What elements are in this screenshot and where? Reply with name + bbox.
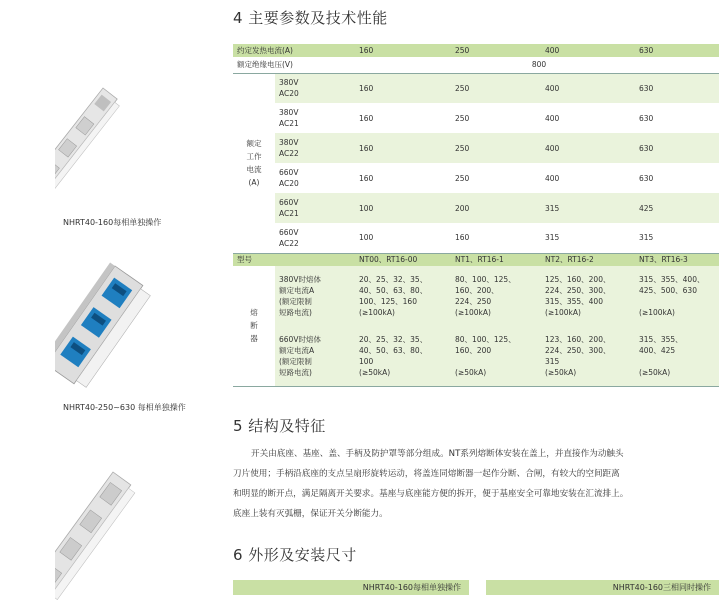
product-image-2 (55, 262, 175, 392)
current-row-4 (233, 163, 719, 193)
current-row-3-value-3: 400 (545, 143, 560, 153)
model-value-4: NT3、RT16-3 (639, 255, 688, 265)
current-row-4-value-1: 160 (359, 173, 374, 183)
voltage-label: 额定绝缘电压(V) (237, 60, 293, 70)
current-row-3-label: 380V AC22 (279, 138, 299, 158)
current-row-5-value-2: 200 (455, 203, 470, 213)
header-value-1: 160 (359, 46, 374, 55)
section-5-paragraph (233, 444, 719, 524)
current-row-6-value-4: 315 (639, 233, 654, 243)
fuse-block-2 (233, 326, 719, 386)
product-image-3 (55, 468, 170, 602)
current-row-1-value-2: 250 (451, 73, 541, 103)
model-label: 型号 (237, 255, 252, 265)
fuse-group-label: 熔 断 器 (233, 266, 275, 386)
current-row-2 (233, 103, 719, 133)
paragraph-line-4: 底座上装有灭弧栅，保证开关分断能力。 (233, 509, 388, 519)
fuse-block-1-label: 380V时熔体 额定电流A (额定限制 短路电流) (279, 275, 321, 317)
product-caption-1: NHRT40-160每相单独操作 (63, 218, 162, 227)
current-row-1-value-1: 160 (355, 73, 451, 103)
model-value-1: NT00、RT16-00 (359, 255, 418, 265)
model-value-2: NT1、RT16-1 (455, 255, 504, 265)
fuse-block-1-col-4: 315、355、400、 425、500、630 (≥100kA) (639, 275, 705, 317)
current-row-1 (233, 73, 719, 103)
current-row-4-value-2: 250 (455, 173, 470, 183)
current-row-3-value-1: 160 (359, 143, 374, 153)
current-row-4-label: 660V AC20 (279, 168, 299, 188)
header-value-2: 250 (455, 46, 470, 55)
fuse-block-2-col-4: 315、355、 400、425 (≥50kA) (635, 326, 719, 386)
header-label: 约定发热电流(A) (237, 46, 293, 55)
paragraph-line-3: 和明显的断开点，满足隔离开关要求。基座与底座能方便的拆开，便于基座安全可靠地安装在汇流排上。 (233, 489, 629, 499)
fuse-block-1-col-1: 20、25、32、35、 40、50、63、80、 100、125、160 (≥100kA) (359, 275, 428, 317)
dimension-bar-1: NHRT40-160每相单独操作 (233, 580, 469, 595)
spec-table (233, 44, 719, 387)
current-row-3 (233, 133, 719, 163)
current-row-2-value-1: 160 (359, 113, 374, 123)
product-image-1 (55, 82, 165, 207)
current-row-5-value-3: 315 (545, 203, 560, 213)
current-group-label: 额定 工作 电流 (A) (233, 73, 275, 253)
current-row-3-value-2: 250 (455, 143, 470, 153)
current-row-5-value-1: 100 (359, 203, 374, 213)
current-row-1-value-4: 630 (635, 73, 719, 103)
paragraph-line-1: 开关由底座、基座、盖、手柄及防护罩等部分组成。NT系列熔断体安装在盖上，并直接作为动触头 (251, 449, 624, 459)
current-row-6-value-2: 160 (455, 233, 470, 243)
header-row (233, 44, 719, 57)
header-value-3: 400 (545, 46, 560, 55)
fuse-block-1-col-2: 80、100、125、 160、200、 224、250 (≥100kA) (455, 275, 516, 317)
current-row-1-label: 380V AC20 (275, 73, 355, 103)
header-value-4: 630 (639, 46, 654, 55)
model-row (233, 253, 719, 266)
section-5-title: 5 结构及特征 (233, 417, 326, 435)
voltage-value: 800 (531, 60, 547, 70)
current-row-5 (233, 193, 719, 223)
section-4-title: 4 主要参数及技术性能 (233, 9, 388, 27)
current-row-2-value-3: 400 (545, 113, 560, 123)
current-row-1-value-3: 400 (541, 73, 635, 103)
fuse-block-2-col-3: 123、160、200、 224、250、300、 315 (≥50kA) (541, 326, 635, 386)
current-row-4-value-4: 630 (639, 173, 654, 183)
paragraph-line-2: 刀片使用；手柄沿底座的支点呈扇形旋转运动，将盖连同熔断器一起作分断、合闸，有较大的空间距离 (233, 469, 620, 479)
product-caption-2: NHRT40-250~630 每相单独操作 (63, 403, 186, 412)
current-row-5-label: 660V AC21 (279, 198, 299, 218)
current-row-2-value-2: 250 (455, 113, 470, 123)
dimension-bar-2: NHRT40-160三相同时操作 (486, 580, 719, 595)
current-row-6 (233, 223, 719, 253)
section-6-title: 6 外形及安装尺寸 (233, 546, 357, 564)
current-row-5-value-4: 425 (639, 203, 654, 213)
current-row-6-label: 660V AC22 (279, 227, 299, 248)
fuse-block-2-col-1: 20、25、32、35、 40、50、63、80、 100 (≥50kA) (355, 326, 451, 386)
current-row-6-value-3: 315 (545, 233, 560, 243)
current-row-2-value-4: 630 (639, 113, 654, 123)
current-row-4-value-3: 400 (545, 173, 560, 183)
fuse-block-2-label: 660V时熔体 额定电流A (额定限制 短路电流) (275, 326, 355, 386)
current-row-6-value-1: 100 (359, 233, 374, 243)
fuse-block-1-col-3: 125、160、200、 224、250、300、 315、355、400 (≥100kA) (545, 275, 611, 317)
current-row-2-label: 380V AC21 (279, 108, 299, 128)
voltage-row (233, 57, 719, 73)
fuse-block-1 (233, 266, 719, 326)
current-row-3-value-4: 630 (639, 143, 654, 153)
model-value-3: NT2、RT16-2 (545, 255, 594, 265)
fuse-block-2-col-2: 80、100、125、 160、200 (≥50kA) (451, 326, 541, 386)
